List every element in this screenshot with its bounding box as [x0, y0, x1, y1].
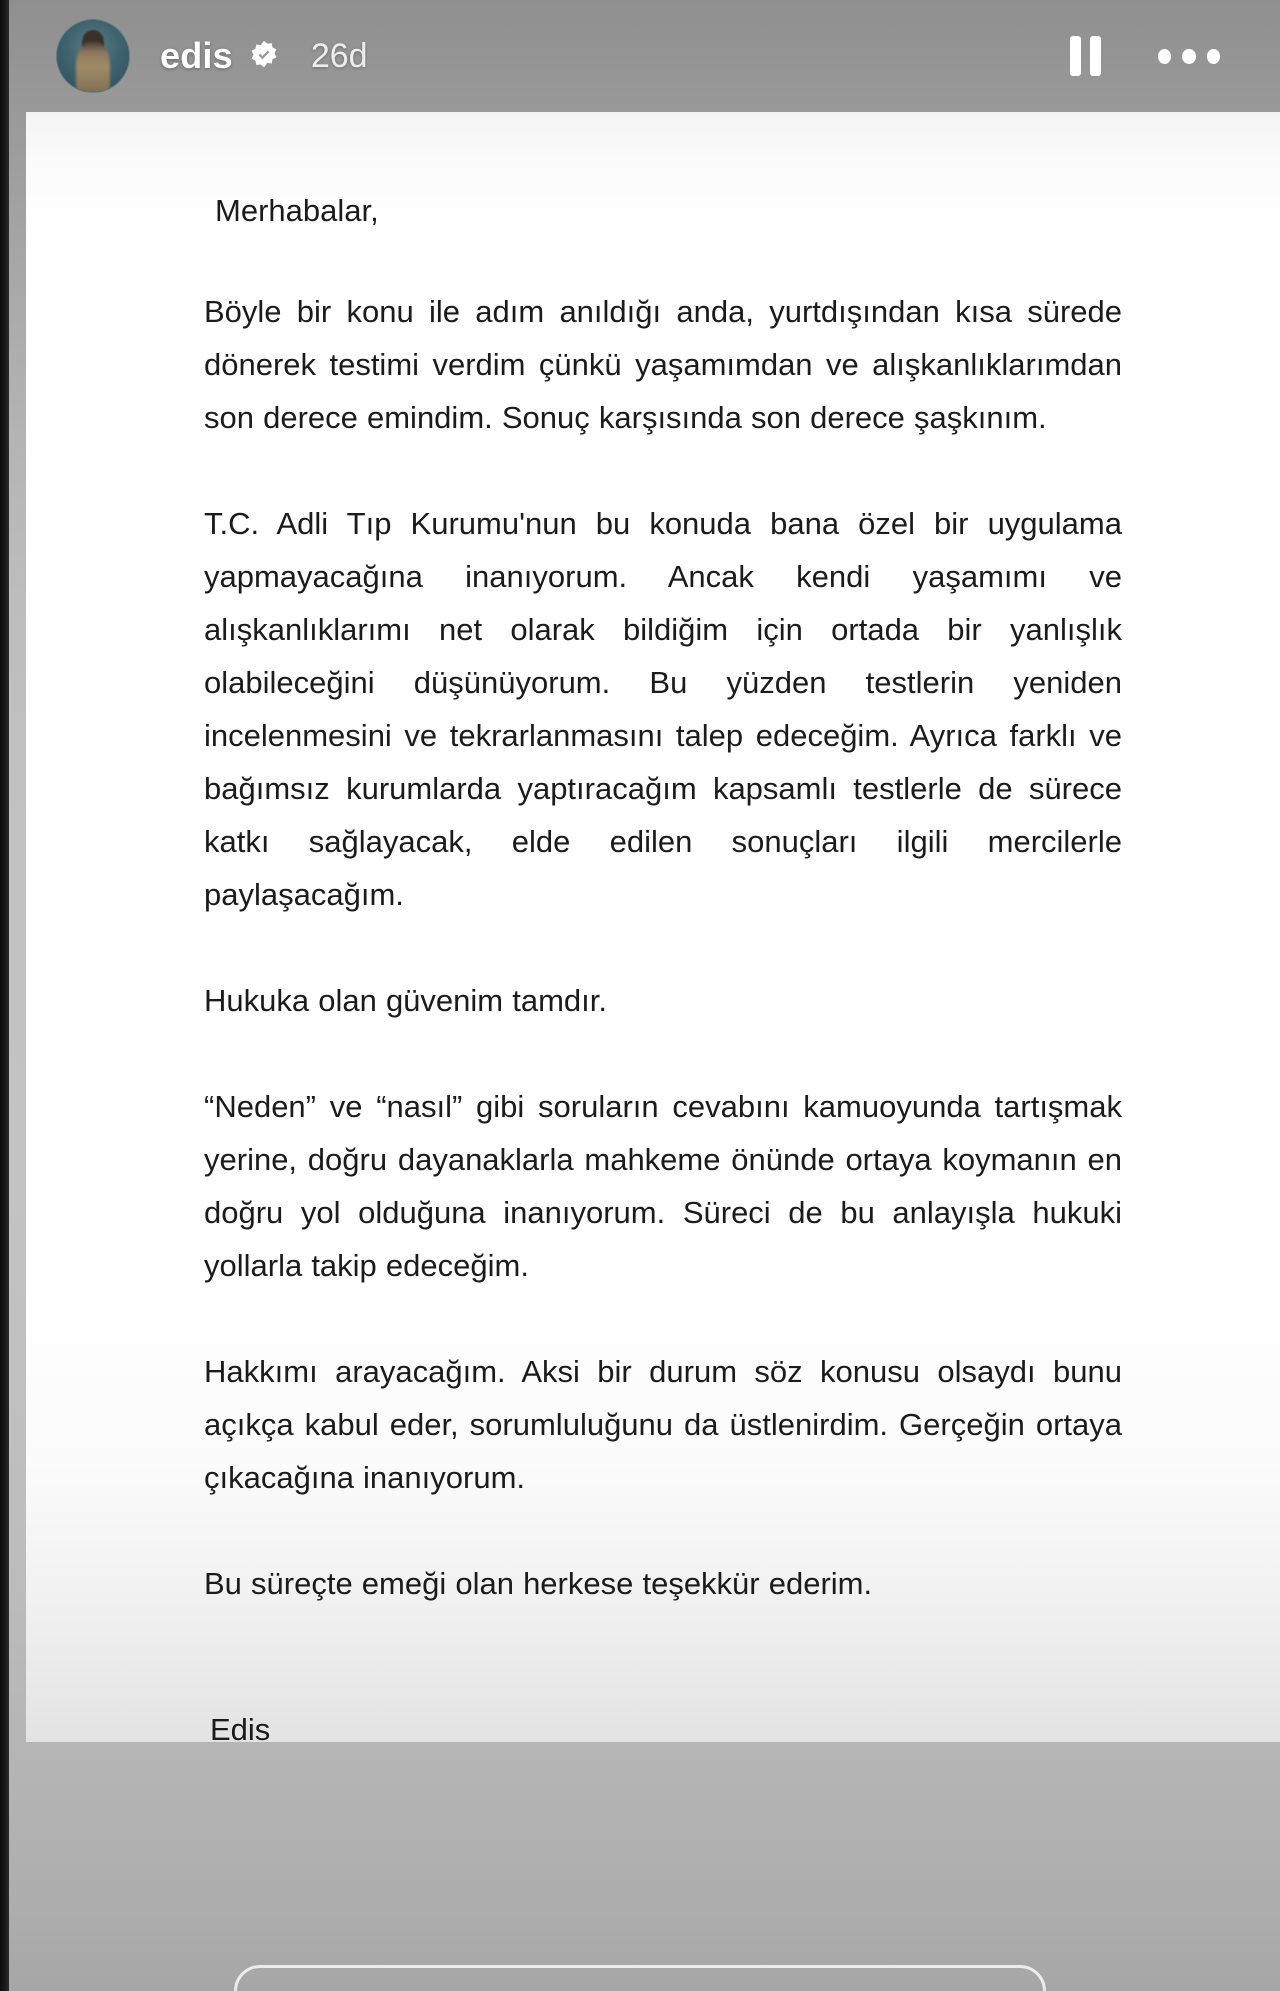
statement-signature: Edis: [210, 1712, 271, 1747]
statement-paragraph: “Neden” ve “nasıl” gibi soruların cevabını kamuoyunda tartışmak yerine, doğru dayanaklarla mahkeme önünde ortaya koymanın en doğru yol olduğuna inanıyorum. Süreci de bu anlayışla hukuki yollarla takip edeceğim.: [204, 1089, 1122, 1283]
story-header: [0, 0, 1280, 112]
statement-paragraph: Hukuka olan güvenim tamdır.: [204, 983, 607, 1018]
story-timestamp: 26d: [310, 36, 368, 75]
statement-card: [26, 112, 1280, 1747]
reply-input[interactable]: [234, 1965, 1046, 1991]
more-dot-3: [1207, 49, 1220, 64]
statement-paragraph: Hakkımı arayacağım. Aksi bir durum söz konusu olsaydı bunu açıkça kabul eder, sorumluluğunu da üstlenirdim. Gerçeğin ortaya çıkacağına inanıyorum.: [204, 1354, 1122, 1495]
username-label[interactable]: edis: [160, 35, 233, 76]
more-dot-1: [1158, 49, 1171, 64]
statement-paragraph: T.C. Adli Tıp Kurumu'nun bu konuda bana özel bir uygulama yapmayacağına inanıyorum. Ancak kendi yaşamımı ve alışkanlıklarımı net olarak bildiğim için ortada bir yanlışlık olabileceğini düşünüyorum. Bu yüzden testlerin yeniden incelenmesini ve tekrarlanmasını talep edeceğim. Ayrıca farklı ve bağımsız kurumlarda yaptıracağım kapsamlı testlerle de sürece katkı sağlayacak, elde edilen sonuçları ilgili mercilerle paylaşacağım.: [204, 506, 1122, 912]
avatar-body-shape: [76, 42, 110, 93]
statement-paragraph: Bu süreçte emeği olan herkese teşekkür ederim.: [204, 1566, 873, 1601]
verified-badge-icon: [247, 39, 281, 73]
profile-avatar[interactable]: [56, 19, 130, 93]
screen-left-edge: [0, 0, 9, 1991]
pause-icon[interactable]: [1062, 33, 1108, 79]
more-dot-2: [1182, 49, 1195, 64]
pause-bar-left: [1070, 36, 1081, 76]
statement-paragraph: Böyle bir konu ile adım anıldığı anda, yurtdışından kısa sürede dönerek testimi verdim çünkü yaşamımdan ve alışkanlıklarımdan son derece emindim. Sonuç karşısında son derece şaşkınım.: [204, 294, 1122, 435]
more-options-icon[interactable]: [1158, 36, 1220, 76]
story-reply-bar[interactable]: [0, 1881, 1280, 1991]
pause-bar-right: [1090, 36, 1101, 76]
statement-greeting: Merhabalar,: [215, 193, 379, 228]
